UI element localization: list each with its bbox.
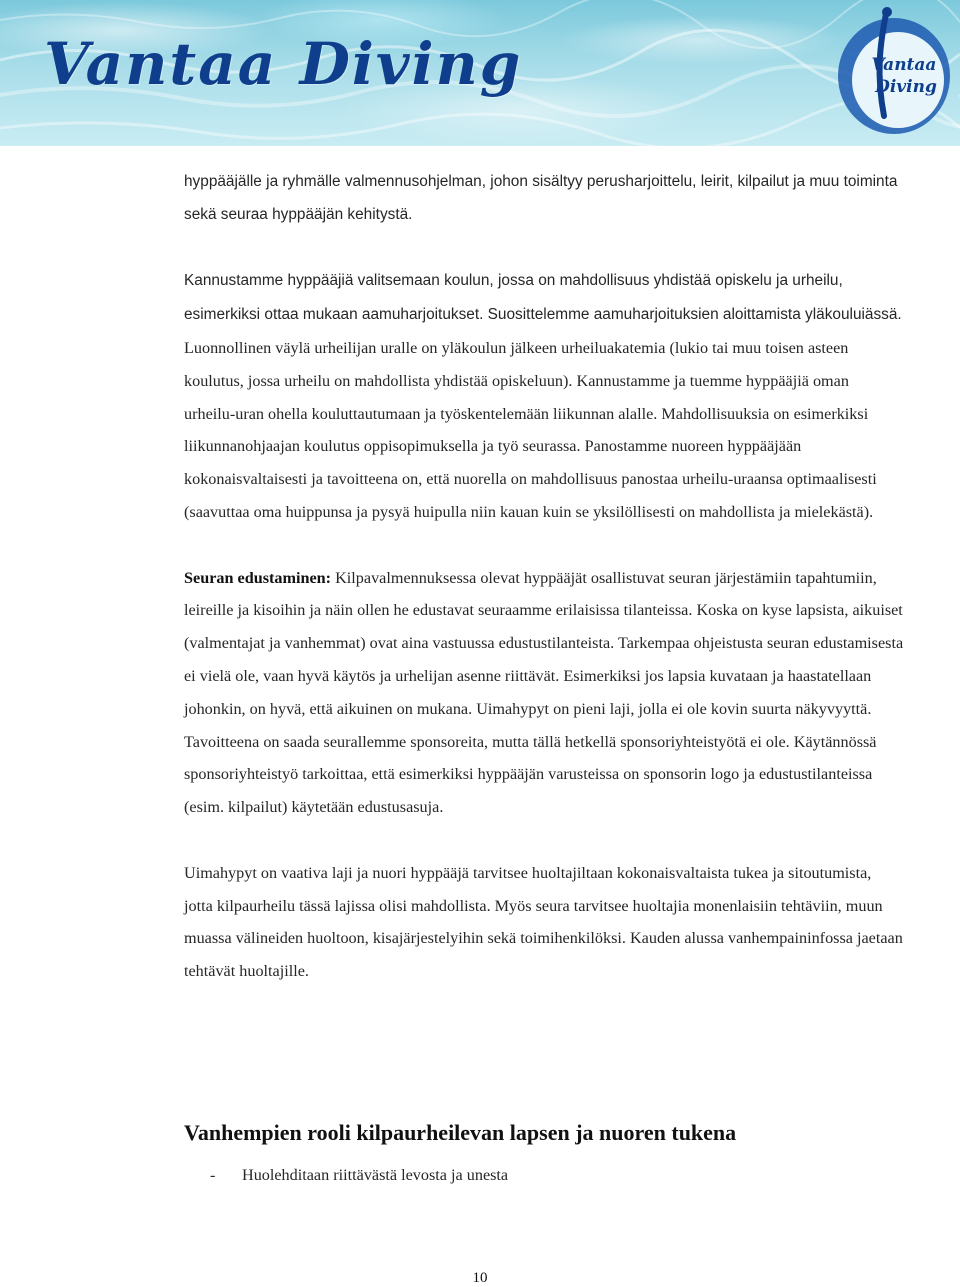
paragraph-2-lead: Kannustamme hyppääjiä valitsemaan koulun, jossa on mahdollisuus yhdistää opiskelu ja urheilu, esimerkiksi ottaa mukaan aamuharjoitukset. Suosittelemme aamuharjoituksien aloittamista yläkouluiässä. xyxy=(184,272,902,324)
paragraph-3-body: Kilpavalmennuksessa olevat hyppääjät osallistuvat seuran järjestämiin tapahtumiin, leireille ja kisoihin ja näin ollen he edustavat seuraamme erilaisissa tilanteissa. Koska on kyse lapsista, aikuiset (valmentajat ja vanhemmat) ovat aina vastuussa edustustilanteista. Tarkempaa ohjeistusta seuran edustamisesta ei vielä ole, vaan hyvä käytös ja urhelijan asenne riittävät. Esimerkiksi jos lapsia kuvataan ja haastatellaan johonkin, on hyvä, että aikuinen on mukana. Uimahypyt on pieni laji, jolla ei ole kovin suurta näkyvyyttä. Tavoitteena on saada seurallemme sponsoreita, mutta tällä hetkellä sponsoriyhteistyötä ei ole. Käytännössä sponsoriyhteistyö tarkoittaa, että esimerkiksi hyppääjän varusteissa on sponsorin logo ja edustustilanteissa (esim. kilpailut) käytetään edustusasuja. xyxy=(184,568,904,817)
vantaa-diving-emblem-icon xyxy=(826,4,956,134)
header-banner xyxy=(0,0,960,146)
paragraph-2 xyxy=(184,264,904,528)
bullet-item xyxy=(210,1161,508,1189)
representation-label: Seuran edustaminen: xyxy=(184,568,332,587)
section-heading: Vanhempien rooli kilpaurheilevan lapsen ja nuoren tukena xyxy=(184,1120,737,1145)
page-number: 10 xyxy=(472,1270,488,1286)
bullet-dash: - xyxy=(210,1166,216,1184)
paragraph-4: Uimahypyt on vaativa laji ja nuori hyppääjä tarvitsee huoltajiltaan kokonaisvaltaista tukea ja sitoutumista, jotta kilpaurheilu tässä lajissa olisi mahdollista. Myös seura tarvitsee huoltajia monenlaisiin tehtäviin, muun muassa välineiden huoltoon, kisajärjestelyihin sekä toimihenkilöksi. Kauden alussa vanhempaininfossa jaetaan tehtävät huoltajille. xyxy=(184,863,903,981)
emblem-word-1: Vantaa xyxy=(871,55,937,75)
paragraph-1: hyppääjälle ja ryhmälle valmennusohjelman, johon sisältyy perusharjoittelu, leirit, kilpailut ja muu toiminta sekä seuraa hyppääjän kehitystä. xyxy=(184,173,898,223)
paragraph-3 xyxy=(184,562,904,824)
emblem-word-2: Diving xyxy=(875,77,937,97)
paragraph-2-body: Luonnollinen väylä urheilijan uralle on yläkoulun jälkeen urheiluakatemia (lukio tai muu toisen asteen koulutus, jossa urheilu on mahdollista yhdistää opiskeluun). Kannustamme ja tuemme hyppääjiä oman urheilu-uran ohella kouluttautumaan ja työskentelemään liikunnan alalle. Mahdollisuuksia on esimerkiksi liikunnanohjaajan koulutus oppisopimuksella ja työ seurassa. Panostamme nuoreen hyppääjään kokonaisvaltaisesti ja tavoitteena on, että nuorella on mahdollisuus panostaa urheilu-uraansa optimaalisesti (saavuttaa oma huippunsa ja pysyä huipulla niin kauan kuin se yksilöllisesti on mahdollista ja mielekästä). xyxy=(184,338,877,521)
body-text xyxy=(184,166,904,988)
bullet-text: Huolehditaan riittävästä levosta ja unesta xyxy=(242,1166,509,1184)
brand-logo-text: Vantaa Diving xyxy=(44,30,523,98)
